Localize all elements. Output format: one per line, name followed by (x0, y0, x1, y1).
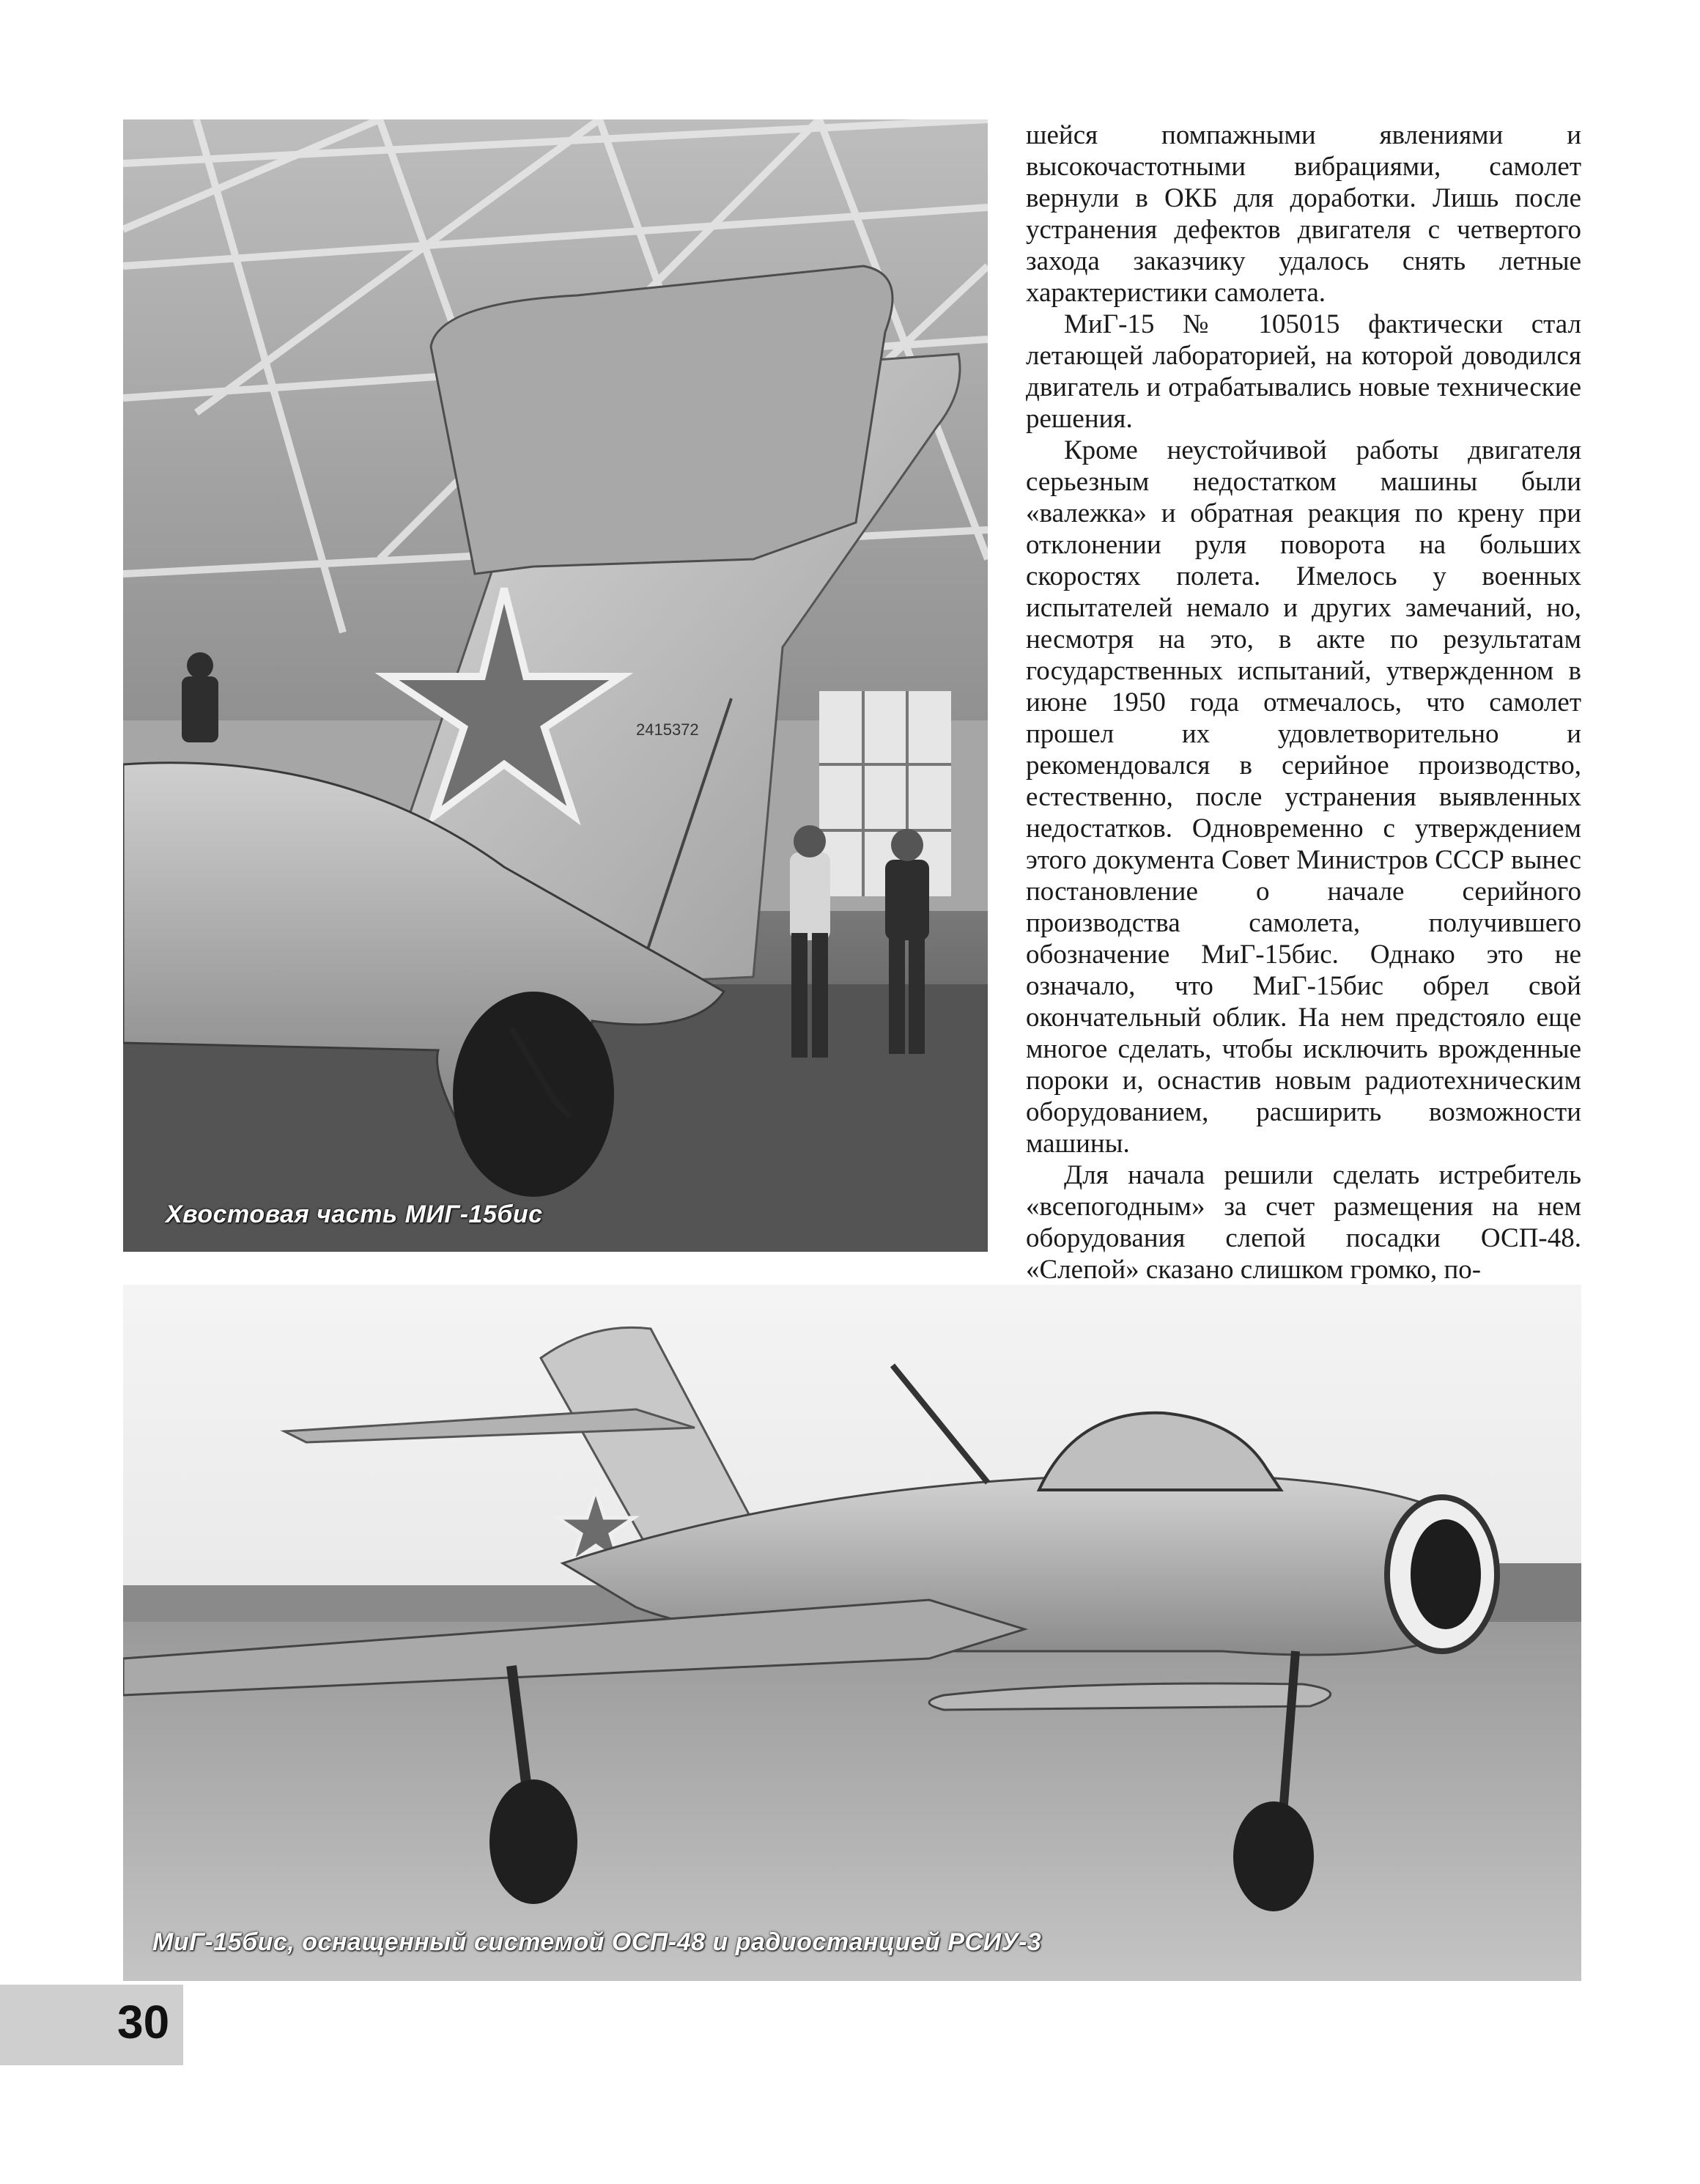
bottom-photo-image (123, 1285, 1581, 1981)
paragraph: МиГ-15 № 105015 фактически стал летающей лабораторией, на которой доводился двигатель и отрабатывались новые технические решения. (1026, 309, 1581, 434)
top-photo-caption: Хвостовая часть МИГ-15бис (166, 1200, 543, 1228)
top-photo-image (123, 119, 988, 1252)
article-text (1026, 119, 1581, 1285)
tail-number: 2415372 (636, 720, 699, 739)
page-number: 30 (117, 1996, 170, 2048)
paragraph: шейся помпажными явлениями и высокочастотными вибрациями, самолет вернули в ОКБ для доработки. Лишь после устранения дефектов двигателя с четвертого захода заказчику удалось снять летные характеристики самолета. (1026, 120, 1581, 308)
bottom-photo (123, 1285, 1581, 1981)
bottom-photo-caption: МиГ-15бис, оснащенный системой ОСП-48 и радиостанцией РСИУ-3 (152, 1928, 1042, 1956)
top-photo (123, 119, 988, 1252)
paragraph: Кроме неустойчивой работы двигателя серьезным недостатком машины были «валежка» и обратная реакция по крену при отклонении руля поворота на больших скоростях полета. Имелось у военных испытателей немало и других замечаний, но, несмотря на это, в акте по результатам государственных испытаний, утвержденном в июне 1950 года отмечалось, что самолет прошел их удовлетворительно и рекомендовался в серийное производство, естественно, после устранения выявленных недостатков. Одновременно с утверждением этого документа Совет Министров СССР вынес постановление о начале серийного производства самолета, получившего обозначение МиГ-15бис. Однако это не означало, что МиГ-15бис обрел свой окончательный облик. На нем предстояло еще многое сделать, чтобы исключить врожденные пороки и, оснастив новым радиотехническим оборудованием, расширить возможности машины. (1026, 435, 1581, 1159)
paragraph: Для начала решили сделать истребитель «всепогодным» за счет размещения на нем оборудования слепой посадки ОСП-48. «Слепой» сказано слишком громко, по- (1026, 1160, 1581, 1285)
